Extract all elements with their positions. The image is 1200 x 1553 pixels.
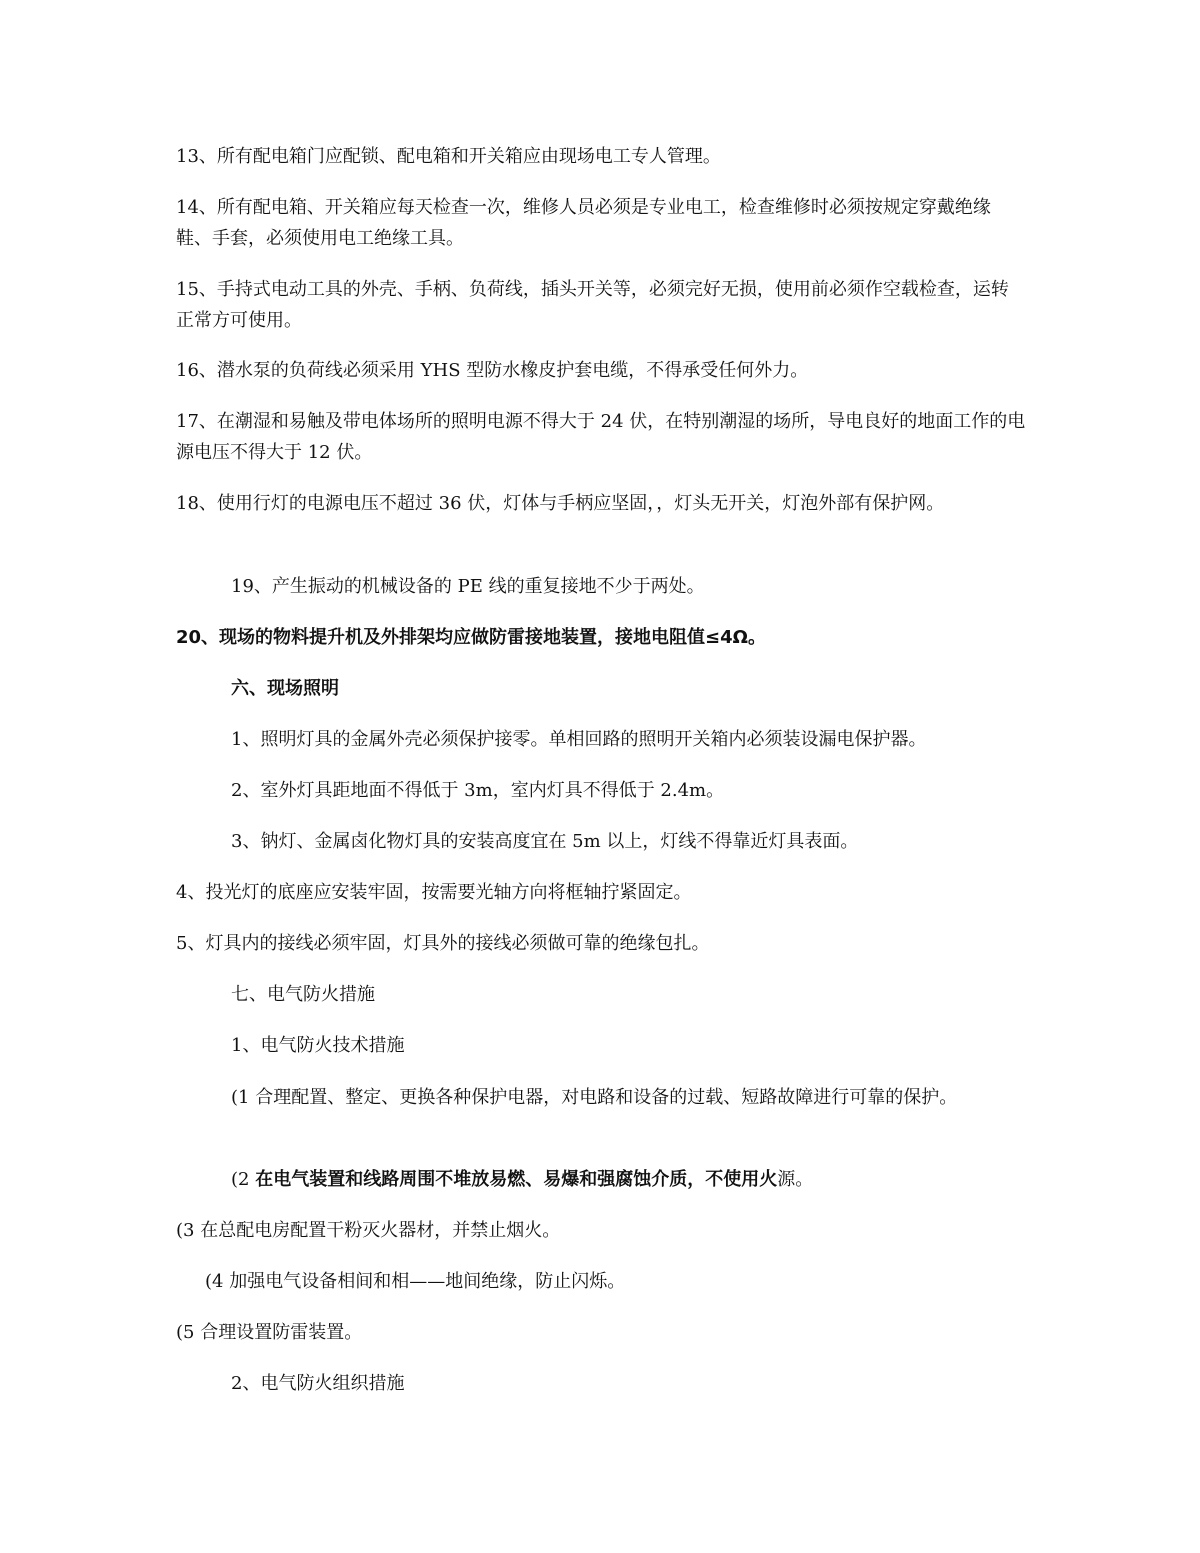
- lighting-item-1: 1、照明灯具的金属外壳必须保护接零。单相回路的照明开关箱内必须装设漏电保护器。: [231, 729, 927, 750]
- fire-tech-item-2-prefix: (2: [231, 1169, 256, 1190]
- fire-tech-heading: 1、电气防火技术措施: [231, 1035, 405, 1056]
- paragraph-17: 17、在潮湿和易触及带电体场所的照明电源不得大于 24 伏，在特别潮湿的场所，导电良好的地面工作的电源电压不得大于 12 伏。: [176, 411, 1026, 463]
- fire-tech-item-3: (3 在总配电房配置干粉灭火器材，并禁止烟火。: [176, 1220, 561, 1241]
- paragraph-14: 14、所有配电箱、开关箱应每天检查一次，维修人员必须是专业电工，检查维修时必须按规定穿戴绝缘鞋、手套，必须使用电工绝缘工具。: [176, 197, 991, 249]
- paragraph-15: 15、手持式电动工具的外壳、手柄、负荷线，插头开关等，必须完好无损，使用前必须作空载检查，运转正常方可使用。: [176, 279, 1009, 331]
- paragraph-19: 19、产生振动的机械设备的 PE 线的重复接地不少于两处。: [231, 576, 705, 597]
- lighting-item-3: 3、钠灯、金属卤化物灯具的安装高度宜在 5m 以上，灯线不得靠近灯具表面。: [231, 831, 859, 852]
- lighting-item-5: 5、灯具内的接线必须牢固，灯具外的接线必须做可靠的绝缘包扎。: [176, 933, 710, 954]
- paragraph-16: 16、潜水泵的负荷线必须采用 YHS 型防水橡皮护套电缆，不得承受任何外力。: [176, 360, 809, 381]
- paragraph-20: 20、现场的物料提升机及外排架均应做防雷接地装置，接地电阻值≤4Ω。: [176, 627, 766, 648]
- fire-tech-item-5: (5 合理设置防雷装置。: [176, 1322, 363, 1343]
- fire-tech-item-2-bold-text: 在电气装置和线路周围不堆放易燃、易爆和强腐蚀介质，不使用火: [255, 1169, 778, 1190]
- fire-tech-item-1: (1 合理配置、整定、更换各种保护电器，对电路和设备的过载、短路故障进行可靠的保护。: [231, 1087, 958, 1108]
- lighting-item-4: 4、投光灯的底座应安装牢固，按需要光轴方向将框轴拧紧固定。: [176, 882, 692, 903]
- fire-org-heading: 2、电气防火组织措施: [231, 1373, 405, 1394]
- paragraph-18: 18、使用行灯的电源电压不超过 36 伏，灯体与手柄应坚固，，灯头无开关，灯泡外部有保护网。: [176, 493, 945, 514]
- fire-tech-item-2-suffix: 源。: [777, 1169, 814, 1190]
- fire-tech-item-4: (4 加强电气设备相间和相——地间绝缘，防止闪烁。: [205, 1271, 626, 1292]
- fire-tech-item-2: [231, 1164, 1026, 1195]
- lighting-item-2: 2、室外灯具距地面不得低于 3m，室内灯具不得低于 2.4m。: [231, 780, 725, 801]
- section-heading-lighting: 六、现场照明: [231, 678, 339, 699]
- paragraph-13: 13、所有配电箱门应配锁、配电箱和开关箱应由现场电工专人管理。: [176, 146, 721, 167]
- section-heading-fire: 七、电气防火措施: [231, 984, 375, 1005]
